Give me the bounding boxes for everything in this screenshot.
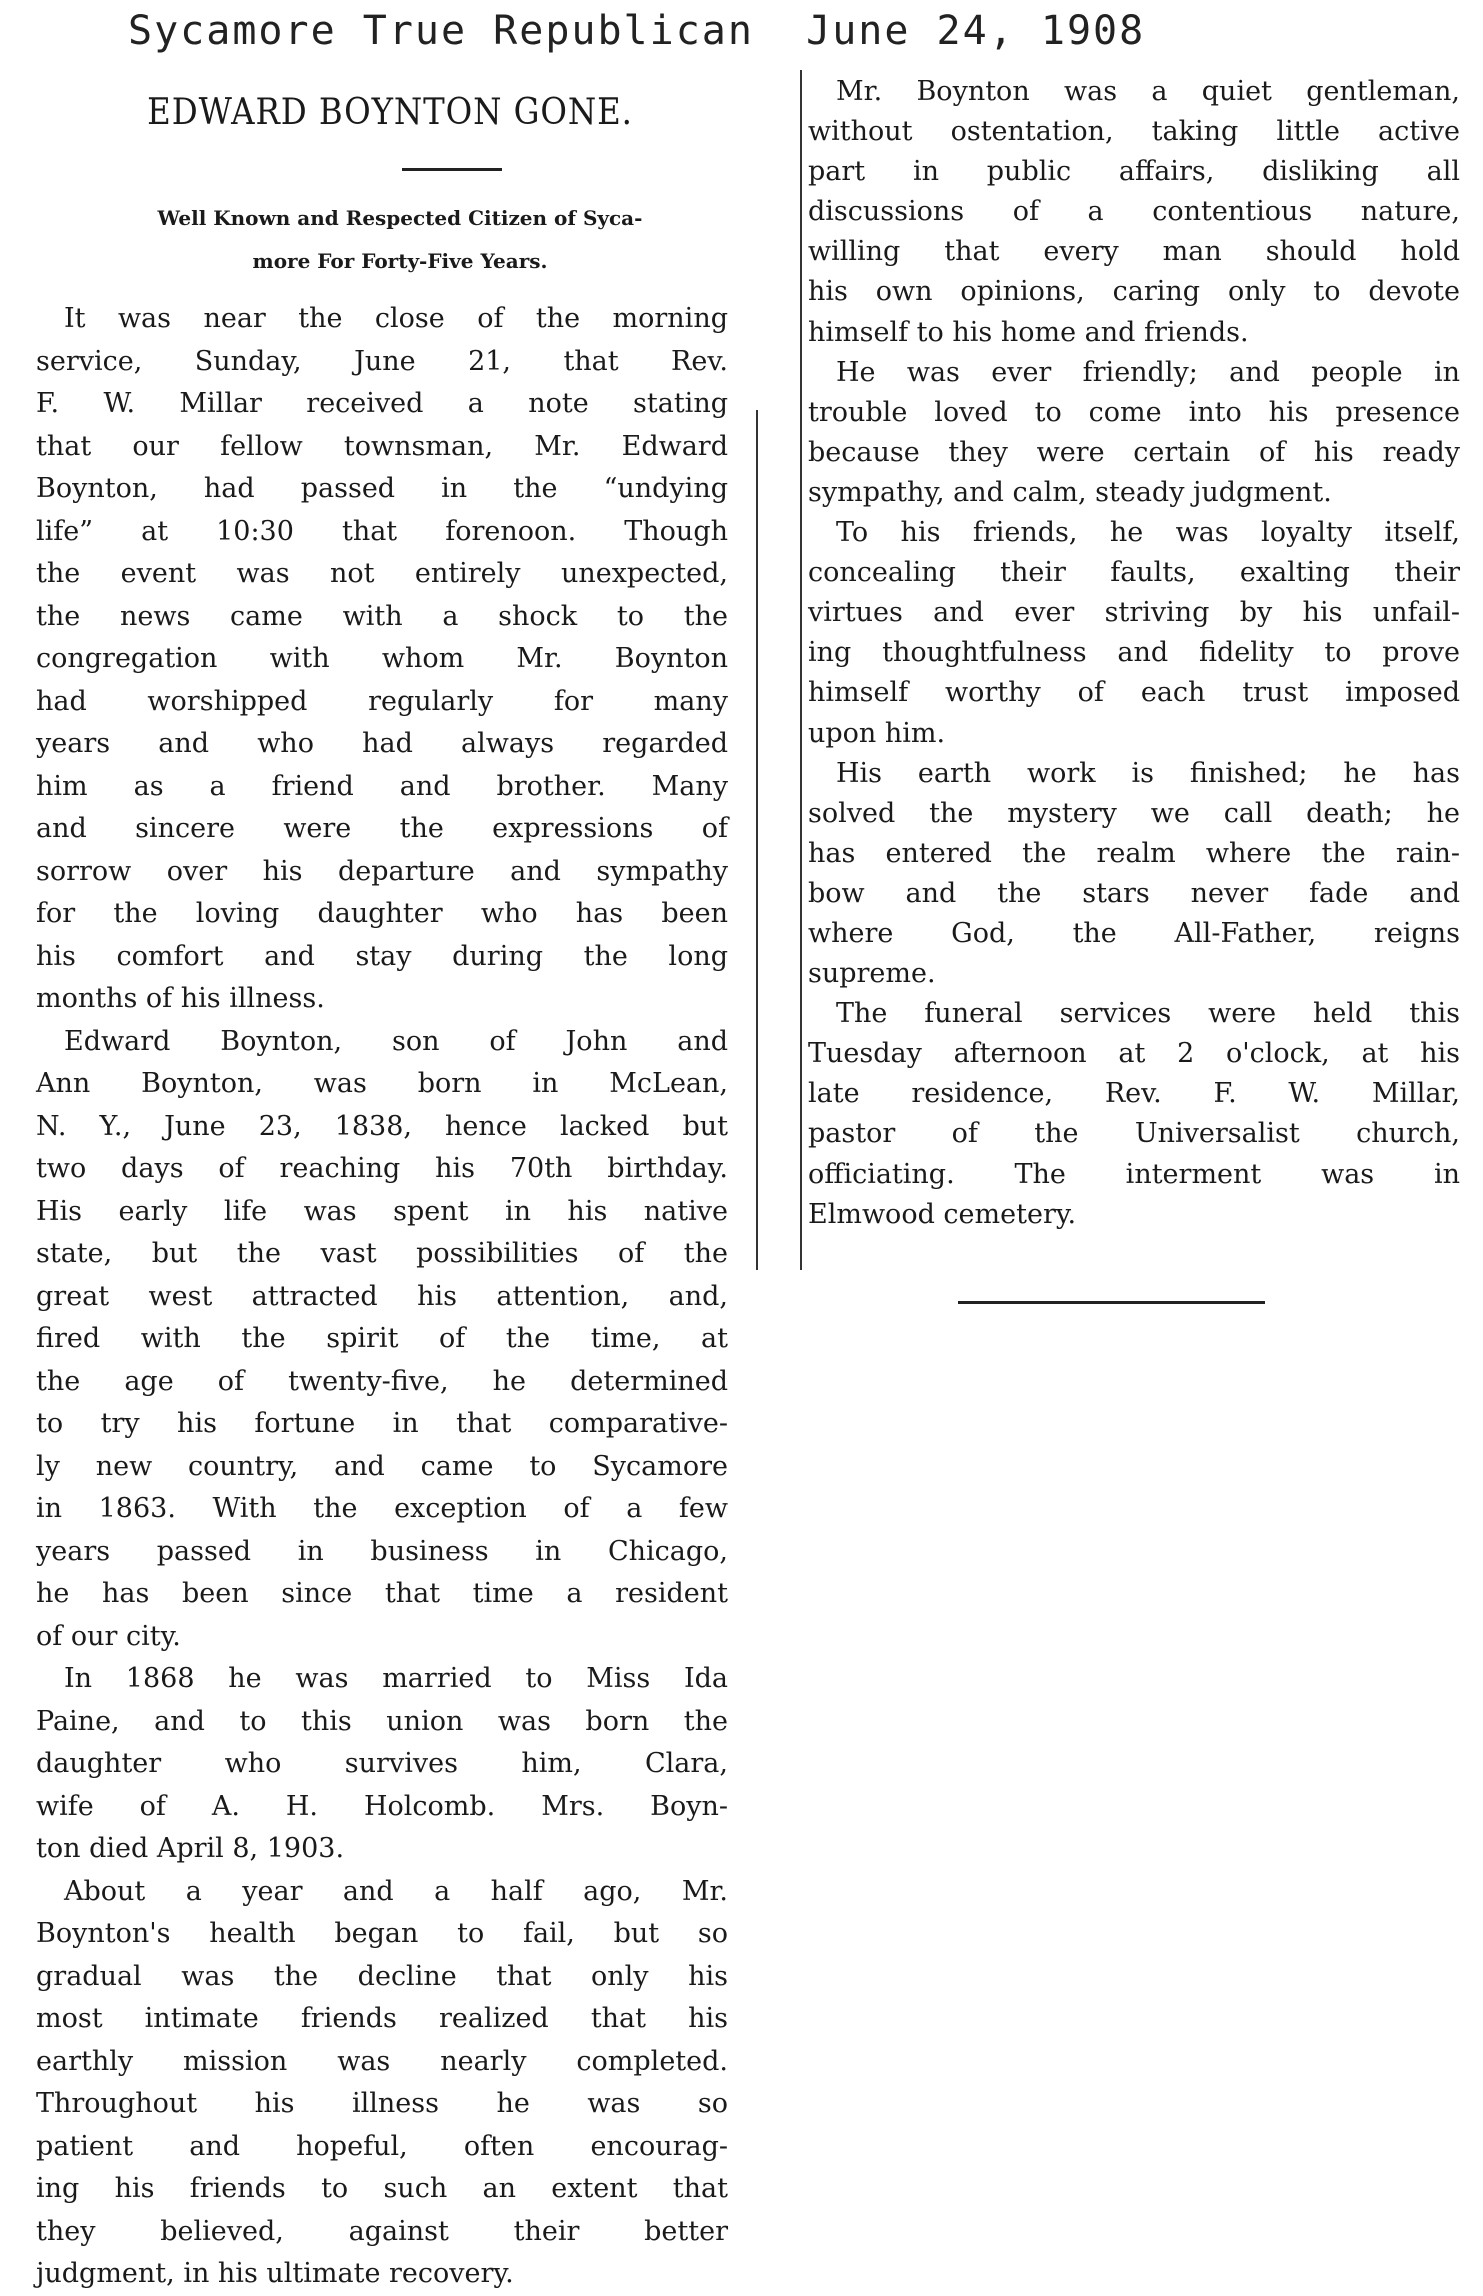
text-line: Ann Boynton, was born in McLean, <box>36 1068 728 1099</box>
paragraph <box>36 298 728 1021</box>
subhead-line: more For Forty-Five Years. <box>252 249 548 273</box>
text-line: His early life was spent in his native <box>36 1195 728 1227</box>
text-line: willing that every man should hold <box>808 236 1460 268</box>
text-line: the age of twenty-five, he determined <box>36 1365 728 1397</box>
text-line: officiating. The interment was in <box>808 1158 1460 1190</box>
paragraph <box>36 1658 728 1871</box>
text-line: Tuesday afternoon at 2 o'clock, at his <box>808 1038 1460 1070</box>
text-line: sympathy, and calm, steady judgment. <box>808 476 1332 508</box>
text-line: virtues and ever striving by his unfail- <box>808 597 1460 629</box>
text-line: state, but the vast possibilities of the <box>36 1238 728 1269</box>
text-line: daughter who survives him, Clara, <box>36 1748 728 1779</box>
text-line: where God, the All-Father, reigns <box>808 917 1460 949</box>
paragraph <box>808 353 1460 513</box>
text-line: late residence, Rev. F. W. Millar, <box>808 1078 1460 1110</box>
text-line: his comfort and stay during the long <box>36 940 728 972</box>
text-line: the news came with a shock to the <box>36 600 728 632</box>
paragraph <box>36 1871 728 2296</box>
text-line: in 1863. With the exception of a few <box>36 1493 728 1524</box>
text-line: ing his friends to such an extent that <box>36 2173 728 2204</box>
text-line: that our fellow townsman, Mr. Edward <box>36 430 728 462</box>
text-line: earthly mission was nearly completed. <box>36 2045 728 2077</box>
text-line: service, Sunday, June 21, that Rev. <box>36 345 728 377</box>
text-line: supreme. <box>808 958 936 990</box>
text-line: for the loving daughter who has been <box>36 898 728 929</box>
subheadline <box>55 197 745 283</box>
text-line: Boynton, had passed in the “undying <box>36 473 728 504</box>
text-line: To his friends, he was loyalty itself, <box>836 517 1460 549</box>
text-line: wife of A. H. Holcomb. Mrs. Boyn- <box>36 1790 728 1822</box>
text-line: Paine, and to this union was born the <box>36 1705 728 1737</box>
text-line: of our city. <box>36 1620 181 1652</box>
paragraph <box>808 994 1460 1235</box>
text-line: years passed in business in Chicago, <box>36 1535 728 1567</box>
article-end-rule <box>958 1301 1265 1304</box>
text-line: had worshipped regularly for many <box>36 685 728 717</box>
text-line: upon him. <box>808 717 946 749</box>
text-line: trouble loved to come into his presence <box>808 396 1460 428</box>
text-line: two days of reaching his 70th birthday. <box>36 1153 728 1184</box>
text-line: himself to his home and friends. <box>808 316 1249 348</box>
text-line: His earth work is finished; he has <box>836 757 1460 789</box>
text-line: F. W. Millar received a note stating <box>36 388 728 419</box>
text-line: The funeral services were held this <box>836 998 1460 1030</box>
text-line: He was ever friendly; and people in <box>836 356 1460 388</box>
text-line: patient and hopeful, often encourag- <box>36 2130 728 2162</box>
text-line: About a year and a half ago, Mr. <box>64 1875 728 1907</box>
text-line: Throughout his illness he was so <box>36 2088 728 2119</box>
text-line: ton died April 8, 1903. <box>36 1833 345 1864</box>
column-divider <box>800 70 802 1270</box>
text-line: bow and the stars never fade and <box>808 877 1460 909</box>
text-line: discussions of a contentious nature, <box>808 196 1460 228</box>
article-column-left <box>36 298 728 2296</box>
text-line: life” at 10:30 that forenoon. Though <box>36 515 728 547</box>
text-line: fired with the spirit of the time, at <box>36 1323 728 1354</box>
text-line: Elmwood cemetery. <box>808 1198 1077 1230</box>
text-line: pastor of the Universalist church, <box>808 1118 1460 1150</box>
text-line: In 1868 he was married to Miss Ida <box>64 1663 728 1694</box>
text-line: and sincere were the expressions of <box>36 813 728 844</box>
text-line: him as a friend and brother. Many <box>36 770 728 802</box>
text-line: gradual was the decline that only his <box>36 1960 728 1992</box>
text-line: ly new country, and came to Sycamore <box>36 1450 728 1482</box>
text-line: to try his fortune in that comparative- <box>36 1408 728 1439</box>
text-line: congregation with whom Mr. Boynton <box>36 643 728 674</box>
headline: EDWARD BOYNTON GONE. <box>147 92 633 133</box>
text-line: without ostentation, taking little active <box>808 116 1460 148</box>
text-line: most intimate friends realized that his <box>36 2003 728 2034</box>
article-column-right <box>808 72 1460 1235</box>
paragraph <box>36 1021 728 1659</box>
text-line: ing thoughtfulness and fidelity to prove <box>808 637 1460 669</box>
text-line: N. Y., June 23, 1838, hence lacked but <box>36 1110 728 1142</box>
text-line: because they were certain of his ready <box>808 436 1460 468</box>
text-line: months of his illness. <box>36 983 325 1014</box>
text-line: they believed, against their better <box>36 2215 728 2247</box>
text-line: the event was not entirely unexpected, <box>36 558 728 589</box>
text-line: he has been since that time a resident <box>36 1578 728 1609</box>
text-line: years and who had always regarded <box>36 728 728 759</box>
subhead-line: Well Known and Respected Citizen of Syca- <box>157 206 643 230</box>
text-line: judgment, in his ultimate recovery. <box>36 2258 514 2289</box>
paragraph <box>808 72 1460 353</box>
text-line: Mr. Boynton was a quiet gentleman, <box>836 76 1460 107</box>
text-line: Edward Boynton, son of John and <box>64 1025 728 1057</box>
masthead: Sycamore True Republican June 24, 1908 <box>128 8 1146 54</box>
text-line: concealing their faults, exalting their <box>808 557 1460 589</box>
text-line: part in public affairs, disliking all <box>808 156 1460 188</box>
text-line: great west attracted his attention, and, <box>36 1280 728 1312</box>
text-line: has entered the realm where the rain- <box>808 837 1460 869</box>
column-divider <box>756 410 758 1270</box>
paragraph <box>808 513 1460 754</box>
paragraph <box>808 754 1460 995</box>
headline-rule <box>402 168 502 171</box>
text-line: solved the mystery we call death; he <box>808 797 1460 829</box>
text-line: It was near the close of the morning <box>64 303 728 334</box>
text-line: himself worthy of each trust imposed <box>808 677 1460 709</box>
text-line: his own opinions, caring only to devote <box>808 276 1460 308</box>
text-line: Boynton's health began to fail, but so <box>36 1918 728 1949</box>
text-line: sorrow over his departure and sympathy <box>36 855 728 887</box>
